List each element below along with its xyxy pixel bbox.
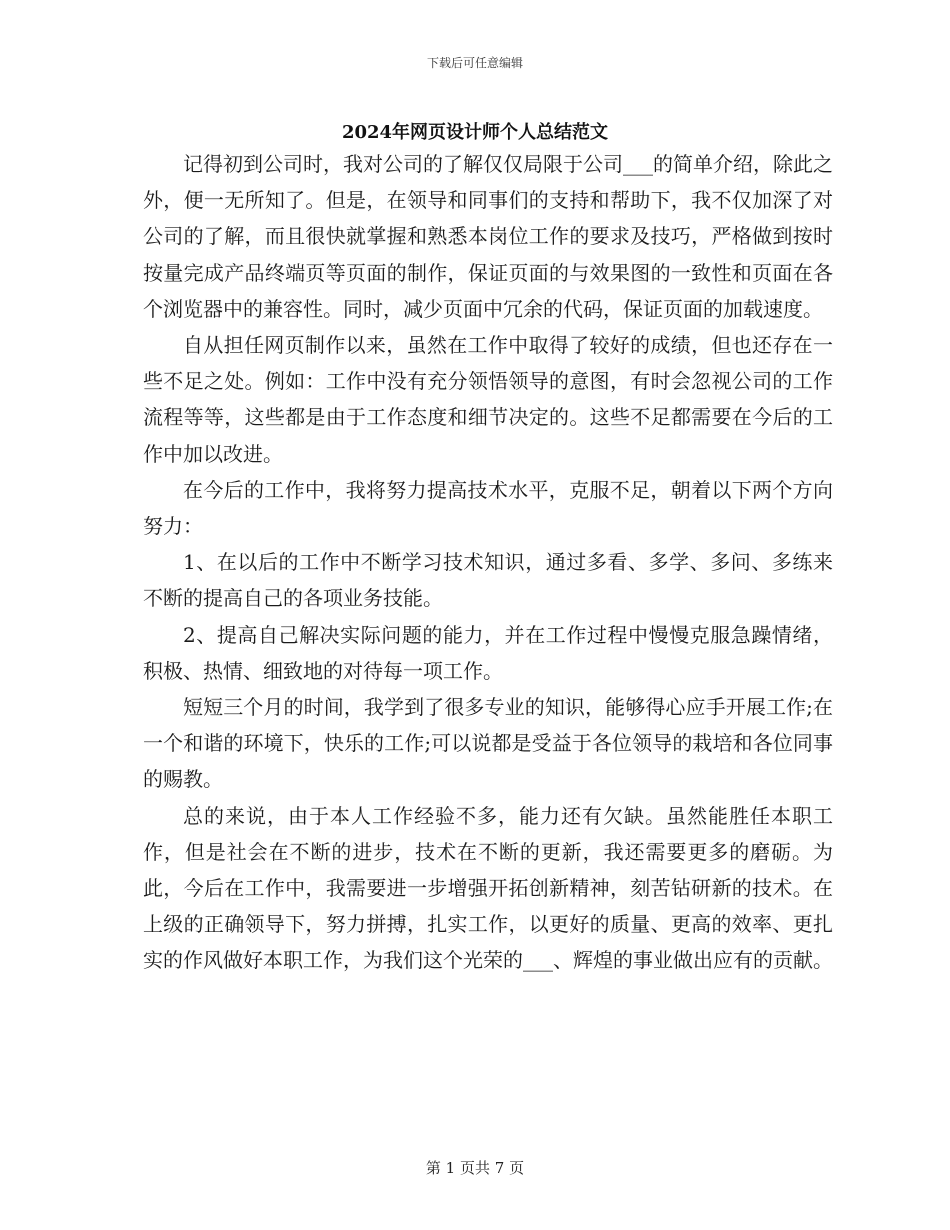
document-body: [143, 146, 833, 979]
page-header-note: 下载后可任意编辑: [426, 56, 523, 70]
paragraph-three-months: 短短三个月的时间，我学到了很多专业的知识，能够得心应手开展工作;在一个和谐的环境下，快乐的工作;可以说都是受益于各位领导的栽培和各位同事的赐教。: [143, 695, 833, 792]
paragraph-future-plan: 在今后的工作中，我将努力提高技术水平，克服不足，朝着以下两个方向努力：: [143, 477, 833, 539]
paragraph-conclusion: 总的来说，由于本人工作经验不多，能力还有欠缺。虽然能胜任本职工作，但是社会在不断的进步，技术在不断的更新，我还需要更多的磨砺。为此，今后在工作中，我需要进一步增强开拓创新精神，刻苦钻研新的技术。在上级的正确领导下，努力拼搏，扎实工作，以更好的质量、更高的效率、更扎实的作风做好本职工作，为我们这个光荣的___、辉煌的事业做出应有的贡献。: [143, 803, 833, 973]
paragraph-shortcomings: 自从担任网页制作以来，虽然在工作中取得了较好的成绩，但也还存在一些不足之处。例如：工作中没有充分领悟领导的意图，有时会忽视公司的工作流程等等，这些都是由于工作态度和细节决定的。这些不足都需要在今后的工作中加以改进。: [143, 333, 833, 466]
page-number: 第 1 页共 7 页: [425, 1159, 525, 1177]
paragraph-intro: 记得初到公司时，我对公司的了解仅仅局限于公司___的简单介绍，除此之外，便一无所知了。但是，在领导和同事们的支持和帮助下，我不仅加深了对公司的了解，而且很快就掌握和熟悉本岗位工作的要求及技巧，严格做到按时按量完成产品终端页等页面的制作，保证页面的与效果图的一致性和页面在各个浏览器中的兼容性。同时，减少页面中冗余的代码，保证页面的加载速度。: [143, 152, 833, 321]
document-title: 2024年网页设计师个人总结范文: [341, 122, 609, 143]
paragraph-plan-item-1: 1、在以后的工作中不断学习技术知识，通过多看、多学、多问、多练来不断的提高自己的各项业务技能。: [143, 550, 833, 611]
paragraph-plan-item-2: 2、提高自己解决实际问题的能力，并在工作过程中慢慢克服急躁情绪，积极、热情、细致地的对待每一项工作。: [143, 622, 833, 683]
